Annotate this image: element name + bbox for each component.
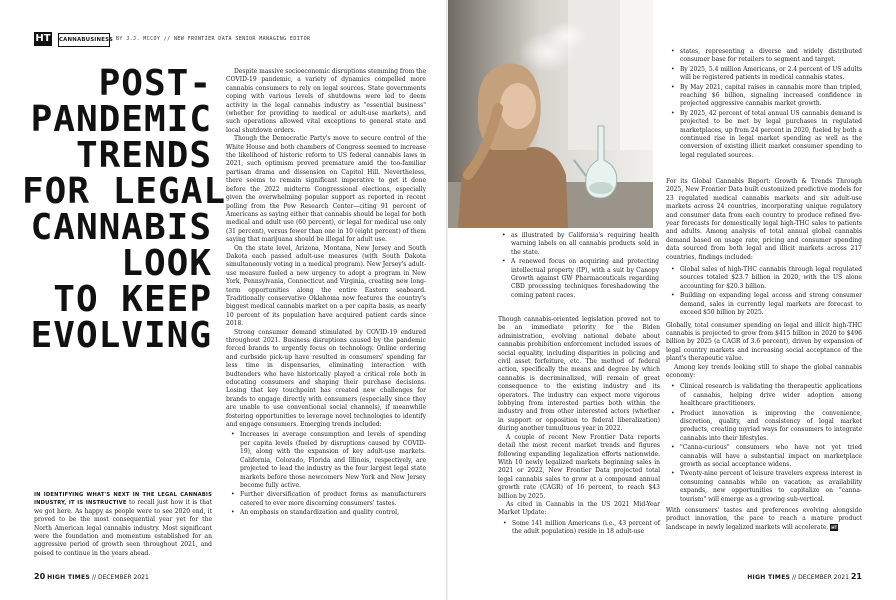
continued-text: states, representing a diverse and widely distributed consumer base for retailers to segment and target. xyxy=(680,48,862,64)
paragraph: As cited in Cannabis in the US 2021 Mid-Year Market Update: xyxy=(498,500,660,517)
headline-line: TO KEEP xyxy=(53,279,212,320)
paragraph: A couple of recent New Frontier Data reports detail the most recent market trends and figures following expanding legalization efforts nationwide. With 10 newly legalized markets beginning sales in 2021 or 2022, New Frontier Data projected total legal cannabis sales to grow at a compound annual growth rate (CAGR) of 16 percent, to reach $43 billion by 2025. xyxy=(498,433,660,500)
continued-bullet-text xyxy=(511,232,659,257)
bullet-item: • By May 2021, capital raises in cannabis more than tripled, reaching $6 billion, signaling increased confidence in projected aggressive cannabis market growth. xyxy=(680,84,862,109)
bullet-item: • By 2025, 5.4 million Americans, or 2.4 percent of US adults will be registered patients in medical cannabis states. xyxy=(680,66,862,83)
bullet-item: • A renewed focus on acquiring and protecting intellectual property (IP), with a suit by Canopy Growth against GW Pharmaceuticals regarding CBD processing techniques foreshadowing the coming patent races. xyxy=(511,258,659,300)
bullet-item: • Global sales of high-THC cannabis through legal regulated sources totaled $23.7 billion in 2020, with the US alone accounting for $20.3 billion. xyxy=(680,266,862,291)
footer-right xyxy=(747,572,862,581)
column-5 xyxy=(666,178,862,532)
column-2 xyxy=(497,232,659,301)
intro-paragraph xyxy=(34,491,212,558)
footer-left xyxy=(34,572,149,581)
bullet-item: • Increases in average consumption and levels of spending per capita levels (fueled by disruptions caused by COVID-19), along with the expansion of key adult-use markets. California, Colorado, Florida and Illinois, respectively, are projected to lead the industry as the four largest legal state markets before those newcomers New York and New Jersey become fully active. xyxy=(240,431,426,490)
bullet-list xyxy=(666,266,862,317)
bullet-list xyxy=(666,383,862,504)
column-3 xyxy=(498,316,660,538)
magazine-name: HIGH TIMES xyxy=(747,574,791,581)
bullet-item: • An emphasis on standardization and quality control, xyxy=(240,509,426,517)
closing-text: With consumers' tastes and preferences evolving alongside product innovation, the pace to reach a mature product landscape in newly legalized markets will accelerate. xyxy=(666,507,862,531)
photo-woman-smoking xyxy=(448,0,653,228)
bullet-item: • By 2025, 42 percent of total annual US cannabis demand is projected to be met by legal purchases in regulated marketplaces, up from 24 percent in 2020, fueled by both a continued rise in legal market spending as well as the conversion of existing illicit market consumer spending to legal regulated sources. xyxy=(680,110,862,160)
byline: BY J.J. MCCOY // NEW FRONTIER DATA SENIOR MANAGING EDITOR xyxy=(116,36,311,42)
bullet-list xyxy=(497,232,659,300)
bullet-item: • Clinical research is validating the therapeutic applications of cannabis, helping drive wider adoption among healthcare practitioners. xyxy=(680,383,862,408)
photo-illustration xyxy=(448,0,653,228)
intro-lead: IN IDENTIFYING WHAT'S NEXT IN THE LEGAL CANNABIS INDUSTRY, IT IS INSTRUCTIVE xyxy=(34,492,212,507)
bullet-item: • Product innovation is improving the convenience, discretion, quality, and consistency of legal market products, creating myriad ways for consumers to integrate cannabis into their lifestyles. xyxy=(680,410,862,444)
continued-text: as illustrated by California's requiring health warning labels on all cannabis products sold in the state. xyxy=(511,232,659,256)
paragraph: On the state level, Arizona, Montana, New Jersey and South Dakota each passed adult-use measures (with South Dakota simultaneously voting in a medical program). New Jersey's adult-use measure fueled a new urgency to adopt a program in New York, Pennsylvania, Connecticut and Virginia, creating new long-term opportunities along the entire Eastern seaboard. Traditionally conservative Oklahoma now features the country's biggest medical cannabis market on a per capita basis, as nearly 10 percent of its population have acquired patient cards since 2018. xyxy=(226,244,426,328)
bullet-list xyxy=(498,520,660,537)
bullet-list xyxy=(666,48,862,160)
headline xyxy=(22,63,227,356)
section-label: CANNABUSINESS xyxy=(58,33,110,47)
headline-line: CANNABIS xyxy=(30,207,212,248)
end-mark: HT xyxy=(831,524,838,530)
column-4 xyxy=(666,48,862,161)
paragraph: Though the Democratic Party's move to secure control of the White House and both chambers of Congress seemed to increase the likelihood of historic reform to US federal cannabis laws in 2021, such optimism proved premature amid the too-familiar partisan drama and dissension on Capitol Hill. Nevertheless, there seems to remain significant imperative to get it done before the 2022 midterm Congressional elections, especially given the overwhelming popular support as reported in recent polling from the Pew Research Center—citing 91 percent of Americans as saying either that cannabis should be legal for both medical and adult use (60 percent), or legal for medical use only (31 percent), versus fewer than one in 10 (eight percent) of them saying that marijuana should be illegal for adult use. xyxy=(226,135,426,244)
paragraph: For its Global Cannabis Report: Growth & Trends Through 2025, New Frontier Data built customized predictive models for 23 regulated medical cannabis markets and six adult-use markets across 24 countries, incorporating unique regulatory and consumer data from each country to produce refined five-year forecasts for domestically legal high-THC sales to patients and adults. Among analysis of total annual global cannabis demand based on usage rate, pricing and consumer spending data sourced from both legal and illicit markets across 217 countries, findings included: xyxy=(666,178,862,261)
column-1 xyxy=(226,68,426,519)
headline-line: TRENDS xyxy=(75,135,212,176)
ht-logo: HT xyxy=(35,33,51,44)
bullet-item: • Building on expanding legal access and strong consumer demand, sales in currently legal markets are forecast to exceed $50 billion by 2025. xyxy=(680,292,862,317)
paragraph: Globally, total consumer spending on legal and illicit high-THC cannabis is projected to grow from $415 billion in 2020 to $496 billion by 2025 (a CAGR of 3.6 percent), driven by expansion of legal country markets and increasing social acceptance of the plant's therapeutic value. xyxy=(666,321,862,363)
magazine-name: HIGH TIMES xyxy=(47,574,91,581)
continued-bullet-text xyxy=(680,48,862,65)
headline-line: POST- xyxy=(98,63,212,104)
intro-text: to recall just how it is that we got here. As happy as people were to see 2020 end, it proved to be the most consequential year yet for the North American legal cannabis industry. Most significant were the foundation and momentum established for an aggressive period of growth seen throughout 2021, and poised to continue in the years ahead. xyxy=(34,499,212,557)
issue-date: // DECEMBER 2021 xyxy=(792,574,849,581)
paragraph: Though cannabis-oriented legislation proved not to be an immediate priority for the Biden administration, evolving national debate about cannabis prohibition enforcement included issues of social equality, including disparities in policing and civil asset forfeiture, etc. The method of federal action, specifically the means and degree by which cannabis is decriminalized, will remain of great consequence to the existing industry and its operators. The industry can expect more vigorous lobbying from interested parties both within the industry and from other interested actors (whether in support or opposition to federal liberalization) during another tumultuous year in 2022. xyxy=(498,316,660,433)
headline-line: FOR LEGAL xyxy=(22,171,227,212)
paragraph: Despite massive socioeconomic disruptions stemming from the COVID-19 pandemic, a variety of dynamics compelled more cannabis consumers to rely on legal sources. State governments coping with various levels of shutdowns were led to deem activity in the legal cannabis industry as "essential business" (whether for providing to medical or adult-use markets), and such operations allowed vital exceptions to general state and local shutdown orders. xyxy=(226,68,426,134)
bullet-item: • Further diversification of product forms as manufacturers catered to ever more discerning consumers' tastes. xyxy=(240,491,426,508)
issue-date: // DECEMBER 2021 xyxy=(92,574,149,581)
headline-line: EVOLVING xyxy=(30,315,212,356)
headline-line: PANDEMIC xyxy=(30,99,212,140)
bullet-list xyxy=(226,431,426,517)
bullet-item: • "Canna-curious" consumers who have not yet tried cannabis will have a substantial impact on marketplace growth as social acceptance widens. xyxy=(680,444,862,469)
paragraph: Strong consumer demand stimulated by COVID-19 endured throughout 2021. Business disruptions caused by the pandemic forced brands to urgently focus on technology. Online ordering and curbside pick-up have resulted in consumers' spending far less time in dispensaries, eliminating interaction with budtenders who have historically played a critical role both in educating consumers and shaping their purchase decisions. Losing that key touchpoint has created new challenges for brands to engage directly with consumers (especially since they are unable to use conventional social channels), if meanwhile fostering opportunities to leverage novel technologies to identify and engage consumers. Emerging trends included: xyxy=(226,328,426,429)
paragraph: Among key trends looking still to shape the global cannabis economy: xyxy=(666,363,862,379)
page-number: 20 xyxy=(34,572,46,581)
page-number: 21 xyxy=(850,572,862,581)
bullet-item: • Some 141 million Americans (i.e., 43 percent of the adult population) reside in 18 adult-use xyxy=(512,520,660,537)
closing-paragraph xyxy=(666,507,862,532)
headline-line: LOOK xyxy=(121,243,212,284)
bullet-item: • Twenty-nine percent of leisure travelers express interest in consuming cannabis while on vacation; as availability expands, new opportunities to capitalize on "canna-tourism" will emerge as a growing sub-vertical. xyxy=(680,470,862,504)
